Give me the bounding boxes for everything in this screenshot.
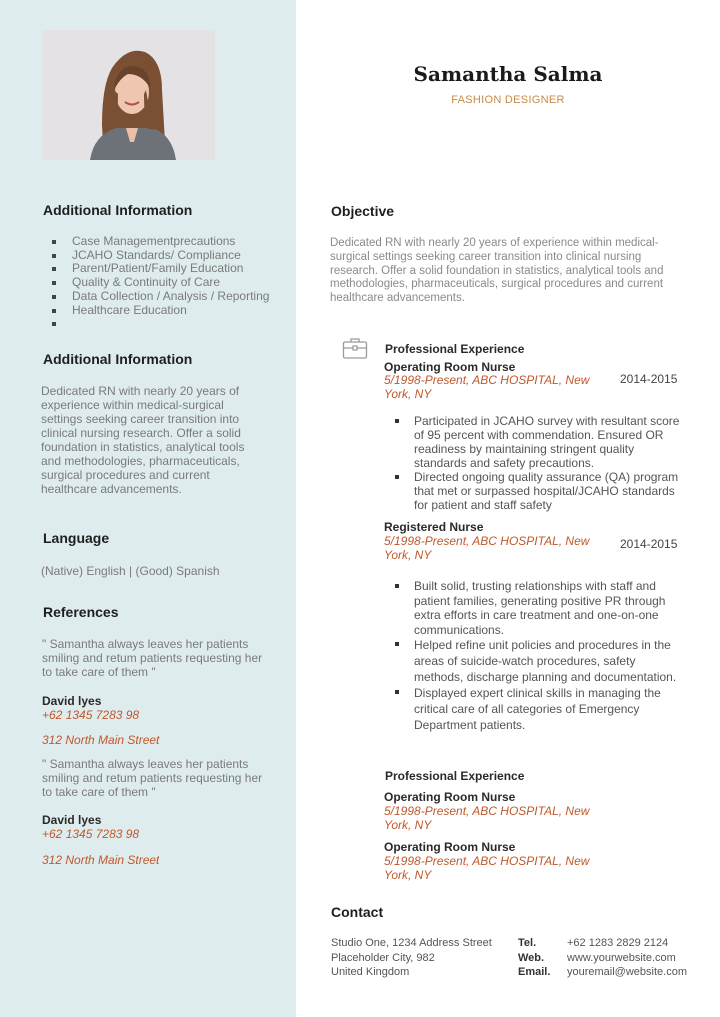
job-title: Operating Room Nurse: [384, 790, 516, 804]
list-item: JCAHO Standards/ Compliance: [52, 249, 282, 263]
person-name: Samantha Salma: [413, 62, 603, 86]
contact-label-tel: Tel.: [518, 937, 537, 949]
contact-email[interactable]: youremail@website.com: [567, 966, 687, 978]
contact-values: [567, 936, 687, 980]
contact-address: [331, 936, 492, 980]
additional-info-text: Dedicated RN with nearly 20 years of experience within medical-surgical settings seeking career transition into clinical nursing research. Offer a solid foundation in statistics, analytical tools and methodologies, pharmaceuticals, surgical procedures and current healthcare advancements.: [41, 384, 245, 496]
reference-phone: +62 1345 7283 98: [42, 708, 140, 722]
job-years: 2014-2015: [620, 372, 678, 386]
job-years: 2014-2015: [620, 537, 678, 551]
objective-heading: Objective: [331, 203, 395, 219]
list-item: Healthcare Education: [52, 304, 282, 318]
references-heading: References: [43, 604, 119, 620]
reference-phone: +62 1345 7283 98: [42, 827, 140, 841]
reference-address: 312 North Main Street: [42, 733, 160, 747]
list-item: Data Collection / Analysis / Reporting: [52, 290, 282, 304]
job-title: Registered Nurse: [384, 520, 484, 534]
contact-label-email: Email.: [518, 966, 551, 978]
job-location: 5/1998-Present, ABC HOSPITAL, New York, NY: [384, 373, 590, 401]
sidebar: [0, 0, 296, 1017]
job-location: 5/1998-Present, ABC HOSPITAL, New York, NY: [384, 854, 590, 882]
list-item: [52, 317, 282, 331]
reference-name: David lyes: [42, 813, 102, 827]
additional-info-list: [52, 235, 282, 331]
address-line: Studio One, 1234 Address Street: [331, 937, 492, 949]
job-title: Operating Room Nurse: [384, 840, 516, 854]
reference-quote: " Samantha always leaves her patients smiling and retum patients requesting her to take care of them ": [42, 637, 263, 679]
language-heading: Language: [43, 530, 110, 546]
job-bullets: [395, 579, 685, 733]
language-text: (Native) English | (Good) Spanish: [41, 564, 220, 578]
list-item: Helped refine unit policies and procedures in the areas of suicide-watch procedures, safety methods, discharge planning and documentation.: [395, 637, 685, 685]
experience-heading: Professional Experience: [385, 342, 525, 356]
profile-photo: [42, 30, 215, 160]
job-location: 5/1998-Present, ABC HOSPITAL, New York, NY: [384, 534, 590, 562]
list-item: Built solid, trusting relationships with staff and patient families, generating positive PR through extra efforts in care treatment and one-on-one communications.: [395, 579, 685, 637]
list-item: Case Managementprecautions: [52, 235, 282, 249]
address-line: Placeholder City, 982: [331, 951, 435, 964]
contact-label-web: Web.: [518, 951, 545, 964]
list-item: Participated in JCAHO survey with resultant score of 95 percent with commendation. Ensured OR readiness by maintaining stringent quality standards and safety precautions.: [395, 414, 685, 470]
reference-name: David lyes: [42, 694, 102, 708]
person-role: FASHION DESIGNER: [451, 94, 565, 106]
additional-info-heading: Additional Information: [43, 202, 193, 218]
contact-website[interactable]: www.yourwebsite.com: [567, 951, 676, 964]
reference-address: 312 North Main Street: [42, 853, 160, 865]
job-title: Operating Room Nurse: [384, 360, 516, 374]
list-item: Displayed expert clinical skills in managing the critical care of all categories of Emergency Department patients.: [395, 685, 685, 733]
list-item: Quality & Continuity of Care: [52, 276, 282, 290]
additional-info-heading-2: Additional Information: [43, 351, 193, 367]
contact-heading: Contact: [331, 904, 384, 920]
job-bullets: [395, 414, 685, 512]
list-item: Parent/Patient/Family Education: [52, 262, 282, 276]
objective-text: Dedicated RN with nearly 20 years of experience within medical-surgical settings seeking career transition into clinical nursing research. Offer a solid foundation in statistics, analytical tools and methodologies, pharmaceuticals, surgical procedures and current healthcare advancements.: [330, 237, 664, 305]
briefcase-icon: [342, 336, 368, 360]
list-item: Directed ongoing quality assurance (QA) program that met or surpassed hospital/JCAHO standards for patient and staff safety: [395, 470, 685, 512]
contact-labels: [518, 936, 550, 980]
job-location: 5/1998-Present, ABC HOSPITAL, New York, NY: [384, 804, 590, 832]
contact-phone: +62 1283 2829 2124: [567, 937, 669, 949]
address-line: United Kingdom: [331, 966, 410, 978]
reference-quote: " Samantha always leaves her patients smiling and retum patients requesting her to take care of them ": [42, 757, 263, 799]
experience-heading-2: Professional Experience: [385, 769, 525, 783]
